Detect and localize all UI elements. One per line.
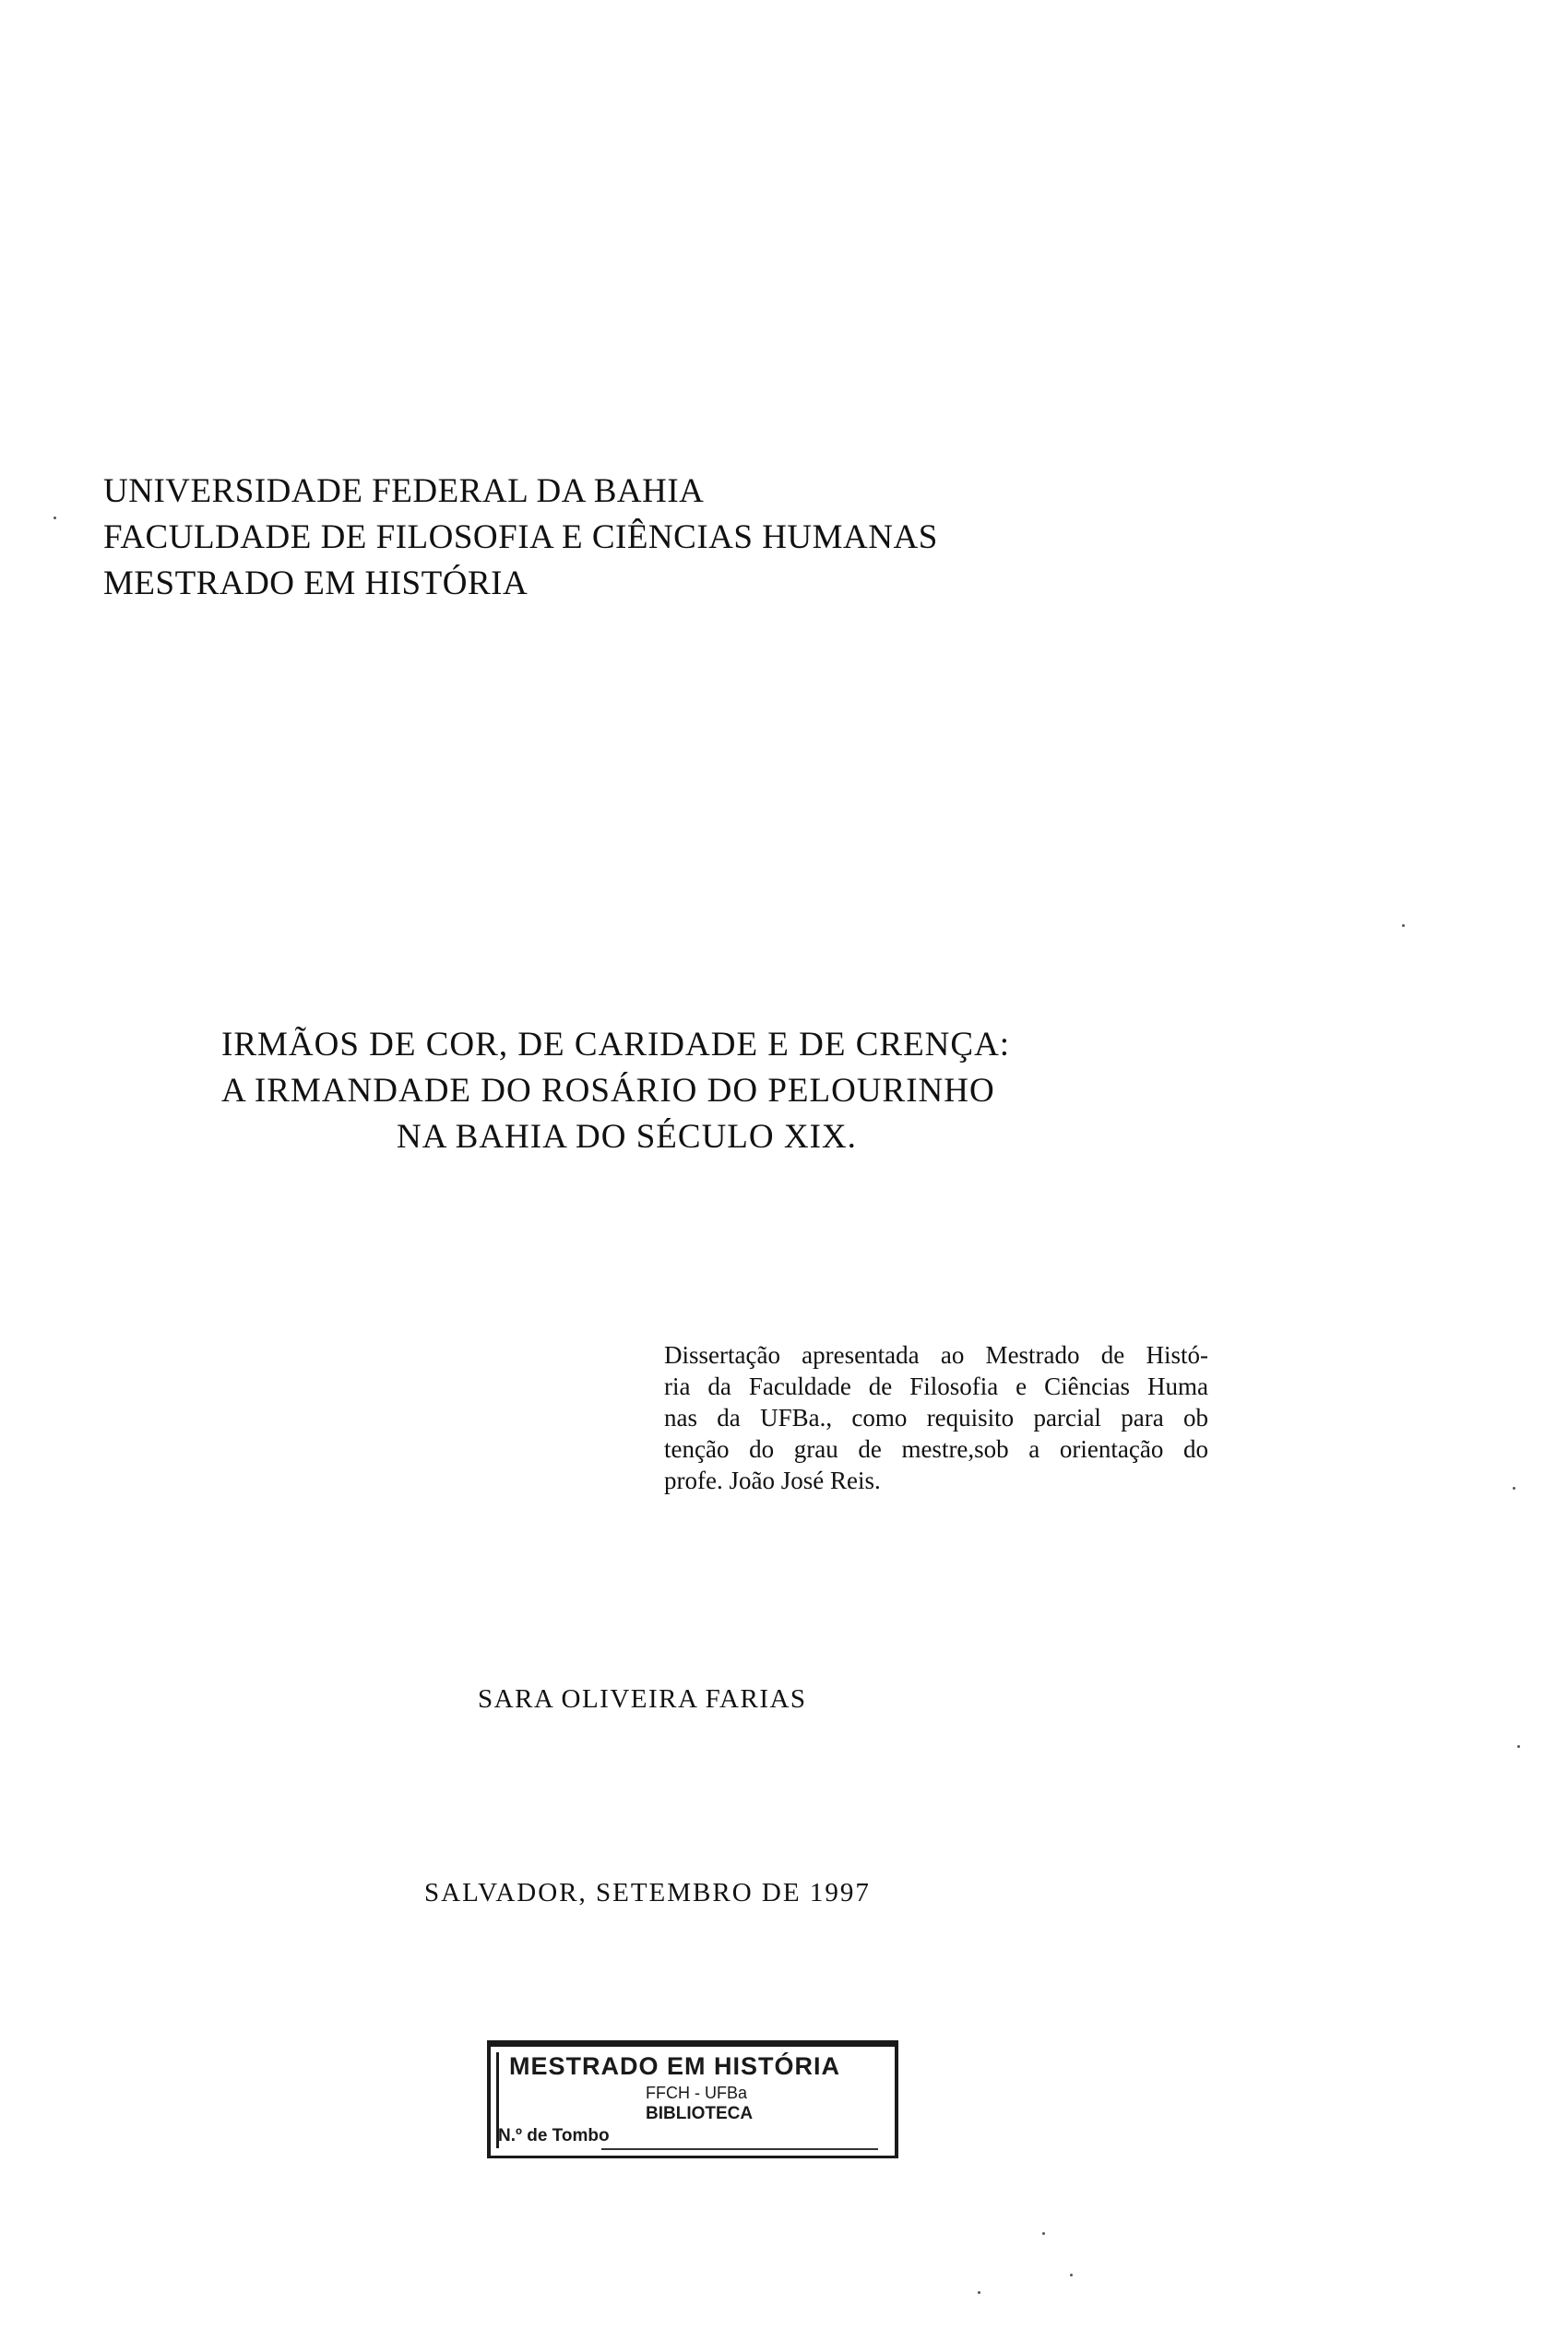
library-stamp <box>487 2040 898 2158</box>
title-line-1: IRMÃOS DE COR, DE CARIDADE E DE CRENÇA: <box>221 1026 1011 1064</box>
note-line-1: Dissertação apresentada ao Mestrado de Histó- <box>664 1341 1208 1369</box>
dissertation-note <box>664 1339 1208 1496</box>
stamp-underline <box>601 2148 878 2150</box>
program-name: MESTRADO EM HISTÓRIA <box>103 564 529 602</box>
stamp-line-2: FFCH - UFBa <box>646 2084 747 2102</box>
note-line-3: nas da UFBa., como requisito parcial para ob <box>664 1404 1208 1432</box>
title-line-2: A IRMANDADE DO ROSÁRIO DO PELOURINHO <box>221 1072 995 1110</box>
faculty-name: FACULDADE DE FILOSOFIA E CIÊNCIAS HUMANAS <box>103 518 938 556</box>
university-name: UNIVERSIDADE FEDERAL DA BAHIA <box>103 472 705 510</box>
dissertation-title <box>221 1022 1144 1160</box>
note-line-5: profe. João José Reis. <box>664 1467 881 1494</box>
stamp-line-1: MESTRADO EM HISTÓRIA <box>509 2052 841 2080</box>
scan-speck <box>1042 2232 1045 2235</box>
scan-speck <box>1513 1487 1515 1490</box>
scan-speck <box>1070 2274 1073 2276</box>
stamp-line-3: BIBLIOTECA <box>646 2104 754 2123</box>
title-line-3: NA BAHIA DO SÉCULO XIX. <box>397 1118 857 1156</box>
place-and-date: SALVADOR, SETEMBRO DE 1997 <box>424 1878 871 1907</box>
stamp-line-4: N.º de Tombo <box>498 2126 610 2145</box>
scan-speck <box>1517 1745 1520 1748</box>
scan-speck <box>53 517 56 519</box>
author-name: SARA OLIVEIRA FARIAS <box>478 1684 807 1714</box>
note-line-2: ria da Faculdade de Filosofia e Ciências Huma <box>664 1373 1208 1400</box>
institution-header <box>103 469 1118 607</box>
note-line-4: tenção do grau de mestre,sob a orientação do <box>664 1435 1208 1463</box>
scan-speck <box>978 2291 980 2294</box>
scan-speck <box>1402 924 1405 927</box>
